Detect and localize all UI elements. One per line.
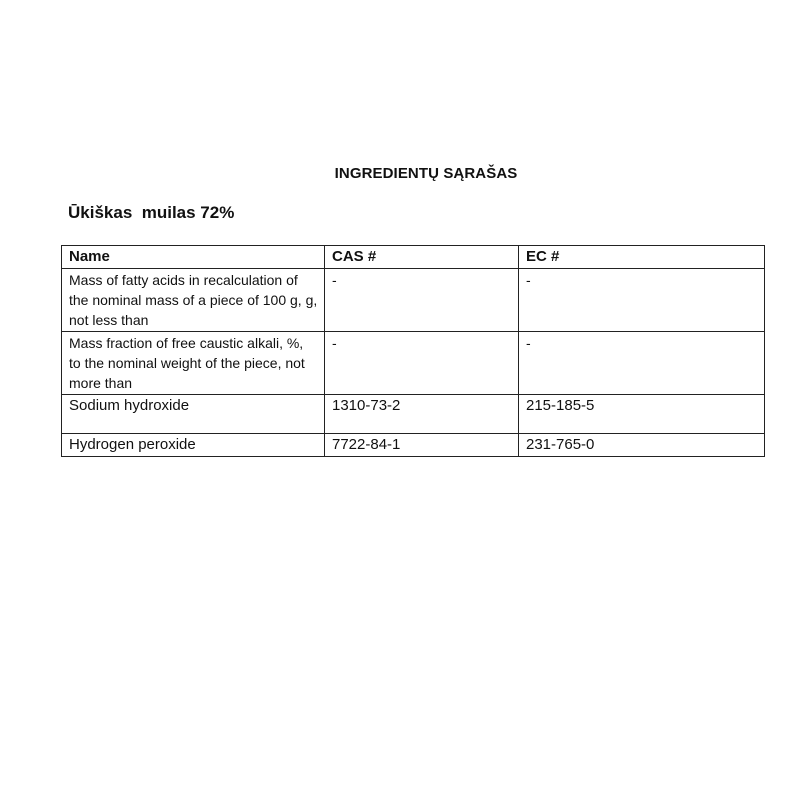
table-row [62, 434, 765, 457]
cell-name: Mass of fatty acids in recalculation of the nominal mass of a piece of 100 g, g, not less than [62, 269, 325, 332]
table-row [62, 395, 765, 434]
cell-ec: - [519, 332, 765, 395]
product-name: Ūkiškas muilas 72% [68, 203, 235, 222]
cell-name: Mass fraction of free caustic alkali, %, to the nominal weight of the piece, not more than [62, 332, 325, 395]
table-row [62, 332, 765, 395]
table-header-row [62, 246, 765, 269]
cell-name: Sodium hydroxide [62, 395, 325, 434]
cell-cas: 1310-73-2 [325, 395, 519, 434]
cell-ec: - [519, 269, 765, 332]
ingredients-table [61, 245, 765, 457]
cell-cas: - [325, 332, 519, 395]
cell-ec: 231-765-0 [519, 434, 765, 457]
column-header-ec: EC # [519, 246, 765, 269]
table-row [62, 269, 765, 332]
cell-cas: 7722-84-1 [325, 434, 519, 457]
column-header-cas: CAS # [325, 246, 519, 269]
cell-cas: - [325, 269, 519, 332]
cell-ec: 215-185-5 [519, 395, 765, 434]
column-header-name: Name [62, 246, 325, 269]
document-title: INGREDIENTŲ SĄRAŠAS [334, 165, 518, 182]
cell-name: Hydrogen peroxide [62, 434, 325, 457]
